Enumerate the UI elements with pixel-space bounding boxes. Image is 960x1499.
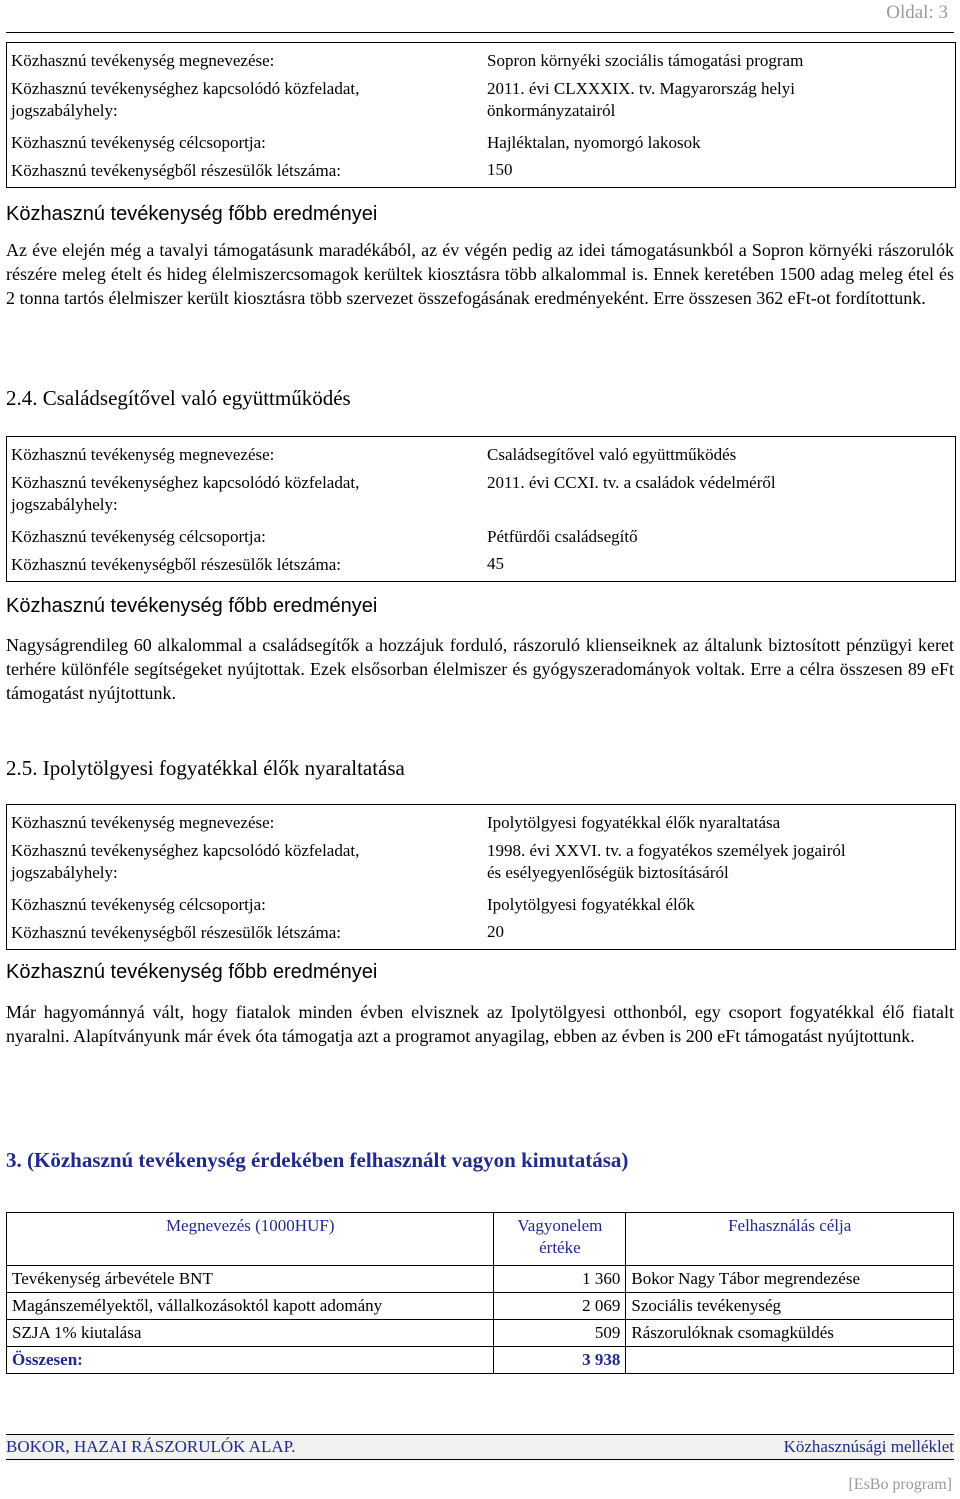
total-purpose bbox=[626, 1347, 954, 1374]
results-paragraph: Az éve elején még a tavalyi támogatásunk maradékából, az év végén pedig az idei támogatásunkból a Sopron környéki rászorulók részére meleg ételt és hideg élelmiszercsomagok kerültek kiosztásra több alkalommal is. Ennek keretében 1500 adag meleg étel és 2 tonna tartós élelmiszer került kiosztásra több szervezet összefogásának eredményeként. Erre összesen 362 eFt-ot fordítottunk. bbox=[6, 240, 954, 308]
public-task-label: Közhasznú tevékenységhez kapcsolódó közfeladat, jogszabályhely: bbox=[11, 841, 360, 882]
header-name: Megnevezés (1000HUF) bbox=[7, 1213, 494, 1266]
row-name: Tevékenység árbevétele BNT bbox=[7, 1266, 494, 1293]
target-group-label: Közhasznú tevékenység célcsoportja: bbox=[11, 895, 266, 914]
activity-name-label: Közhasznú tevékenység megnevezése: bbox=[11, 813, 275, 832]
legal-basis-value: 1998. évi XXVI. tv. a fogyatékos személyek jogairól és esélyegyenlőségük biztosításáról bbox=[487, 841, 846, 882]
activity-name-label: Közhasznú tevékenység megnevezése: bbox=[11, 445, 275, 464]
results-paragraph: Már hagyománnyá vált, hogy fiatalok minden évben elvisznek az Ipolytölgyesi otthonból, egy csoport fogyatékkal élő fiatalt nyaralni. Alapítványunk már évek óta támogatja azt a programot anyagilag, ebben az évben is 200 eFt támogatást nyújtottunk. bbox=[6, 1002, 954, 1046]
row-value: 1 360 bbox=[494, 1266, 626, 1293]
activity-info-table bbox=[6, 436, 956, 582]
header-rule bbox=[6, 32, 954, 33]
activity-name-label: Közhasznú tevékenység megnevezése: bbox=[11, 51, 275, 70]
header-purpose: Felhasználás célja bbox=[626, 1213, 954, 1266]
activity-name-value: Sopron környéki szociális támogatási program bbox=[487, 51, 804, 70]
beneficiary-count-label: Közhasznú tevékenységből részesülők létszáma: bbox=[11, 923, 341, 942]
activity-info-table bbox=[6, 804, 956, 950]
target-group-label: Közhasznú tevékenység célcsoportja: bbox=[11, 133, 266, 152]
page-footer bbox=[6, 1434, 954, 1460]
row-value: 509 bbox=[494, 1320, 626, 1347]
footer-organization: BOKOR, HAZAI RÁSZORULÓK ALAP. bbox=[6, 1437, 296, 1456]
row-purpose: Bokor Nagy Tábor megrendezése bbox=[626, 1266, 954, 1293]
results-heading: Közhasznú tevékenység főbb eredményei bbox=[6, 961, 378, 983]
activity-info-table bbox=[6, 42, 956, 188]
program-tag: [EsBo program] bbox=[848, 1476, 952, 1493]
table-row bbox=[7, 1266, 954, 1293]
target-group-value: Hajléktalan, nyomorgó lakosok bbox=[487, 133, 701, 152]
public-task-label: Közhasznú tevékenységhez kapcsolódó közfeladat, jogszabályhely: bbox=[11, 473, 360, 514]
legal-basis-value: 2011. évi CCXI. tv. a családok védelméről bbox=[487, 473, 776, 492]
beneficiary-count-label: Közhasznú tevékenységből részesülők létszáma: bbox=[11, 161, 341, 180]
row-purpose: Szociális tevékenység bbox=[626, 1293, 954, 1320]
beneficiary-count-label: Közhasznú tevékenységből részesülők létszáma: bbox=[11, 555, 341, 574]
row-name: SZJA 1% kiutalása bbox=[7, 1320, 494, 1347]
beneficiary-count-value: 45 bbox=[487, 554, 504, 573]
row-purpose: Rászorulóknak csomagküldés bbox=[626, 1320, 954, 1347]
table-row bbox=[7, 1320, 954, 1347]
asset-table-header bbox=[7, 1213, 954, 1266]
results-heading: Közhasznú tevékenység főbb eredményei bbox=[6, 595, 378, 617]
footer-document-type: Közhasznúsági melléklet bbox=[783, 1437, 954, 1456]
public-task-label: Közhasznú tevékenységhez kapcsolódó közfeladat, jogszabályhely: bbox=[11, 79, 360, 120]
target-group-value: Pétfürdői családsegítő bbox=[487, 527, 638, 546]
section-3-title: 3. (Közhasznú tevékenység érdekében felhasznált vagyon kimutatása) bbox=[6, 1148, 629, 1172]
asset-table bbox=[6, 1212, 954, 1374]
target-group-value: Ipolytölgyesi fogyatékkal élők bbox=[487, 895, 695, 914]
page-number: Oldal: 3 bbox=[886, 2, 948, 23]
activity-name-value: Ipolytölgyesi fogyatékkal élők nyaraltatása bbox=[487, 813, 781, 832]
table-row bbox=[7, 1293, 954, 1320]
beneficiary-count-value: 20 bbox=[487, 922, 504, 941]
total-row bbox=[7, 1347, 954, 1374]
header-value: Vagyonelem értéke bbox=[494, 1213, 626, 1266]
section-title: 2.5. Ipolytölgyesi fogyatékkal élők nyaraltatása bbox=[6, 756, 405, 780]
legal-basis-value: 2011. évi CLXXXIX. tv. Magyarország helyi önkormányzatairól bbox=[487, 79, 795, 120]
results-paragraph: Nagyságrendileg 60 alkalommal a családsegítők a hozzájuk forduló, rászoruló klienseiknek az általunk biztosított pénzügyi keret terhére különféle segítségeket nyújtottak. Ezek elsősorban élelmiszer és gyógyszeradományok voltak. Erre a célra összesen 89 eFt támogatást nyújtottunk. bbox=[6, 635, 954, 703]
results-heading: Közhasznú tevékenység főbb eredményei bbox=[6, 203, 378, 225]
section-title: 2.4. Családsegítővel való együttműködés bbox=[6, 386, 351, 410]
total-label: Összesen: bbox=[7, 1347, 494, 1374]
activity-name-value: Családsegítővel való együttműködés bbox=[487, 445, 737, 464]
target-group-label: Közhasznú tevékenység célcsoportja: bbox=[11, 527, 266, 546]
row-name: Magánszemélyektől, vállalkozásoktól kapott adomány bbox=[7, 1293, 494, 1320]
beneficiary-count-value: 150 bbox=[487, 160, 513, 179]
total-value: 3 938 bbox=[494, 1347, 626, 1374]
row-value: 2 069 bbox=[494, 1293, 626, 1320]
